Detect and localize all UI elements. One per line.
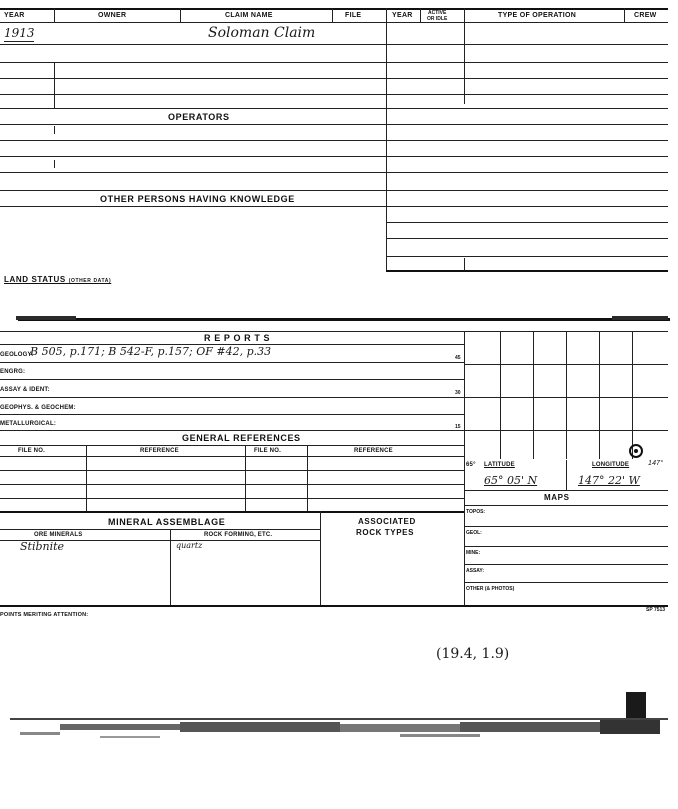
ore-mineral-value: Stibnite xyxy=(20,540,65,553)
maps-assay: ASSAY: xyxy=(466,568,485,574)
section-other-persons: OTHER PERSONS HAVING KNOWLEDGE xyxy=(100,194,295,204)
associated-rock-types-1: ASSOCIATED xyxy=(358,517,416,526)
associated-rock-types-2: ROCK TYPES xyxy=(356,528,415,537)
maps-geol: GEOL: xyxy=(466,530,482,536)
points-meriting-attention: POINTS MERITING ATTENTION: xyxy=(0,612,89,618)
latitude-label: LATITUDE xyxy=(484,462,515,468)
ref-reference-2: REFERENCE xyxy=(354,448,393,454)
header-or-idle: OR IDLE xyxy=(427,16,448,22)
ref-file-no-1: FILE NO. xyxy=(18,448,45,454)
geophys-label: GEOPHYS. & GEOCHEM: xyxy=(0,405,76,411)
location-marker-icon xyxy=(629,444,643,458)
longitude-prefix: 147° xyxy=(648,460,664,467)
ref-file-no-2: FILE NO. xyxy=(254,448,281,454)
assay-number: 30 xyxy=(455,390,461,396)
land-status-label: LAND STATUS xyxy=(4,275,66,284)
latitude-value: 65° 05' N xyxy=(484,474,538,487)
header-claim-name: CLAIM NAME xyxy=(225,12,273,19)
section-land-status xyxy=(4,275,111,284)
assay-ident-label: ASSAY & IDENT: xyxy=(0,387,50,393)
geology-label: GEOLOGY: xyxy=(0,352,34,358)
longitude-value: 147° 22' W xyxy=(578,474,640,487)
rock-forming-value: quartz xyxy=(176,541,203,550)
ore-minerals-label: ORE MINERALS xyxy=(34,532,83,538)
latitude-prefix: 65° xyxy=(466,462,476,468)
header-file: FILE xyxy=(345,12,362,19)
geology-value: B 505, p.171; B 542-F, p.157; OF #42, p.33 xyxy=(30,345,272,358)
section-general-references: GENERAL REFERENCES xyxy=(182,433,301,443)
section-mineral-assemblage: MINERAL ASSEMBLAGE xyxy=(108,517,226,527)
maps-mine: MINE: xyxy=(466,550,481,556)
geology-number: 45 xyxy=(455,355,461,361)
rock-forming-label: ROCK FORMING, ETC. xyxy=(204,532,273,538)
form-id: SP 7513 xyxy=(646,607,666,613)
ref-reference-1: REFERENCE xyxy=(140,448,179,454)
entry-year: 1913 xyxy=(4,26,35,40)
land-status-sub: (OTHER DATA) xyxy=(68,278,112,284)
header-active: ACTIVE xyxy=(428,10,447,16)
maps-label: MAPS xyxy=(544,493,570,502)
scan-noise-band xyxy=(0,712,668,744)
header-year: YEAR xyxy=(4,12,25,19)
engrg-label: ENGRG: xyxy=(0,369,26,375)
header-crew: CREW xyxy=(634,12,657,19)
longitude-label: LONGITUDE xyxy=(592,462,630,468)
metallurgical-number: 15 xyxy=(455,424,461,430)
entry-claim-name: Soloman Claim xyxy=(208,25,316,41)
section-operators: OPERATORS xyxy=(168,112,230,122)
header-year-2: YEAR xyxy=(392,12,413,19)
section-reports: R E P O R T S xyxy=(204,333,271,343)
maps-other: OTHER (& PHOTOS) xyxy=(466,586,515,592)
metallurgical-label: METALLURGICAL: xyxy=(0,421,57,427)
coordinate-note: (19.4, 1.9) xyxy=(436,646,510,662)
maps-topos: TOPOS: xyxy=(466,509,486,515)
header-owner: OWNER xyxy=(98,12,127,19)
header-type-of-operation: TYPE OF OPERATION xyxy=(498,12,577,19)
